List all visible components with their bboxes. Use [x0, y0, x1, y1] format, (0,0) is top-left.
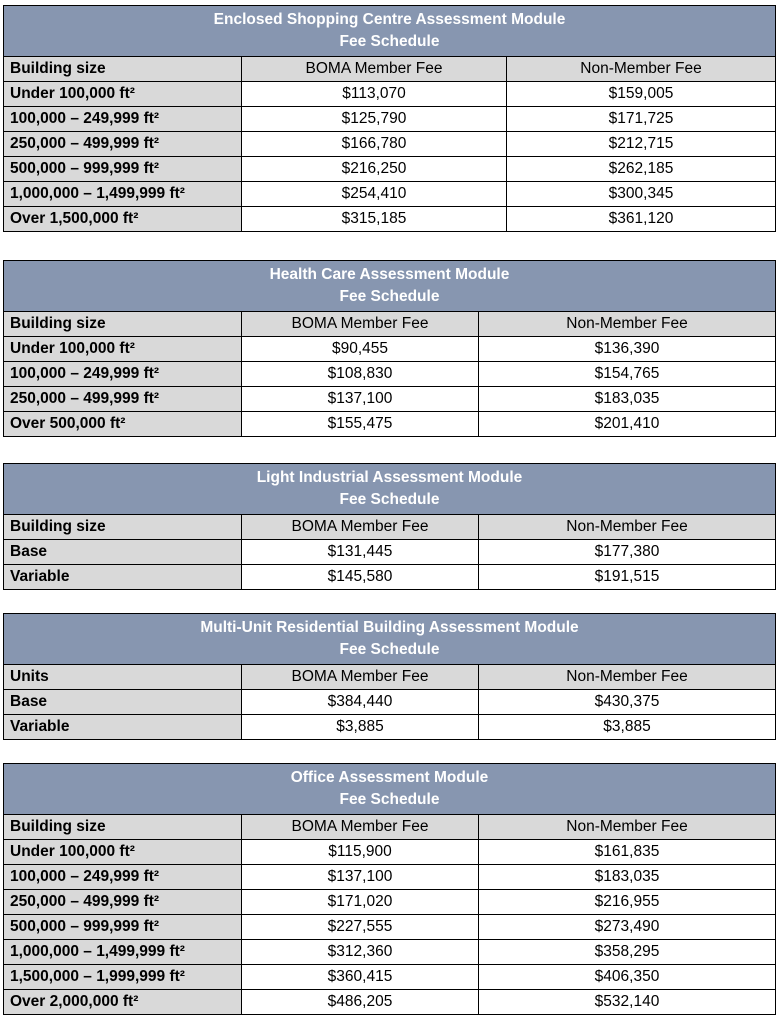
- row-label: 1,500,000 – 1,999,999 ft²: [4, 965, 242, 990]
- member-fee: $216,250: [242, 157, 507, 182]
- non-member-fee: $191,515: [479, 565, 776, 590]
- non-member-fee: $273,490: [479, 915, 776, 940]
- member-fee: $125,790: [242, 107, 507, 132]
- column-header-row: [4, 312, 776, 337]
- non-member-fee: $532,140: [479, 990, 776, 1015]
- non-member-fee: $183,035: [479, 387, 776, 412]
- row-label: Base: [4, 690, 242, 715]
- member-fee: $131,445: [242, 540, 479, 565]
- module-subtitle: Fee Schedule: [339, 288, 440, 305]
- table-title: [4, 6, 776, 57]
- column-header-row: [4, 815, 776, 840]
- column-header-non-member-fee: Non-Member Fee: [479, 815, 776, 840]
- non-member-fee: $136,390: [479, 337, 776, 362]
- row-label: 250,000 – 499,999 ft²: [4, 132, 242, 157]
- row-label: Under 100,000 ft²: [4, 840, 242, 865]
- non-member-fee: $177,380: [479, 540, 776, 565]
- member-fee: $312,360: [242, 940, 479, 965]
- non-member-fee: $406,350: [479, 965, 776, 990]
- row-label: 500,000 – 999,999 ft²: [4, 915, 242, 940]
- table-row: [4, 132, 776, 157]
- non-member-fee: $161,835: [479, 840, 776, 865]
- member-fee: $113,070: [242, 82, 507, 107]
- member-fee: $137,100: [242, 387, 479, 412]
- member-fee: $3,885: [242, 715, 479, 740]
- column-header-member-fee: BOMA Member Fee: [242, 312, 479, 337]
- row-label: Over 2,000,000 ft²: [4, 990, 242, 1015]
- table-row: [4, 840, 776, 865]
- column-header-non-member-fee: Non-Member Fee: [507, 57, 776, 82]
- module-title: Multi-Unit Residential Building Assessment Module: [200, 619, 579, 636]
- member-fee: $166,780: [242, 132, 507, 157]
- member-fee: $384,440: [242, 690, 479, 715]
- column-header-member-fee: BOMA Member Fee: [242, 57, 507, 82]
- table-row: [4, 82, 776, 107]
- table-row: [4, 540, 776, 565]
- module-title: Health Care Assessment Module: [269, 266, 510, 283]
- column-header-row: [4, 57, 776, 82]
- member-fee: $360,415: [242, 965, 479, 990]
- table-row: [4, 915, 776, 940]
- fee-table-health-care: [3, 260, 776, 437]
- row-label: 250,000 – 499,999 ft²: [4, 387, 242, 412]
- module-subtitle: Fee Schedule: [339, 641, 440, 658]
- module-subtitle: Fee Schedule: [339, 33, 440, 50]
- table-row: [4, 890, 776, 915]
- row-label: Under 100,000 ft²: [4, 82, 242, 107]
- non-member-fee: $159,005: [507, 82, 776, 107]
- member-fee: $315,185: [242, 207, 507, 232]
- table-title: [4, 614, 776, 665]
- table-row: [4, 940, 776, 965]
- table-title: [4, 464, 776, 515]
- member-fee: $254,410: [242, 182, 507, 207]
- fee-table-multi-unit-residential: [3, 613, 776, 740]
- non-member-fee: $262,185: [507, 157, 776, 182]
- row-label: 1,000,000 – 1,499,999 ft²: [4, 182, 242, 207]
- row-label: 100,000 – 249,999 ft²: [4, 107, 242, 132]
- table-row: [4, 965, 776, 990]
- table-title: [4, 261, 776, 312]
- column-header-member-fee: BOMA Member Fee: [242, 515, 479, 540]
- table-row: [4, 337, 776, 362]
- non-member-fee: $358,295: [479, 940, 776, 965]
- non-member-fee: $300,345: [507, 182, 776, 207]
- module-title: Office Assessment Module: [290, 769, 489, 786]
- table-row: [4, 182, 776, 207]
- non-member-fee: $212,715: [507, 132, 776, 157]
- column-header-size: Building size: [4, 57, 242, 82]
- column-header-row: [4, 665, 776, 690]
- column-header-row: [4, 515, 776, 540]
- member-fee: $171,020: [242, 890, 479, 915]
- table-row: [4, 865, 776, 890]
- row-label: Over 500,000 ft²: [4, 412, 242, 437]
- table-row: [4, 412, 776, 437]
- row-label: Variable: [4, 565, 242, 590]
- member-fee: $90,455: [242, 337, 479, 362]
- member-fee: $155,475: [242, 412, 479, 437]
- non-member-fee: $201,410: [479, 412, 776, 437]
- table-row: [4, 207, 776, 232]
- fee-table-enclosed-shopping-centre: [3, 5, 776, 232]
- non-member-fee: $216,955: [479, 890, 776, 915]
- column-header-member-fee: BOMA Member Fee: [242, 815, 479, 840]
- column-header-member-fee: BOMA Member Fee: [242, 665, 479, 690]
- row-label: 100,000 – 249,999 ft²: [4, 362, 242, 387]
- non-member-fee: $171,725: [507, 107, 776, 132]
- fee-table-light-industrial: [3, 463, 776, 590]
- column-header-non-member-fee: Non-Member Fee: [479, 312, 776, 337]
- row-label: 100,000 – 249,999 ft²: [4, 865, 242, 890]
- member-fee: $115,900: [242, 840, 479, 865]
- member-fee: $108,830: [242, 362, 479, 387]
- column-header-non-member-fee: Non-Member Fee: [479, 665, 776, 690]
- column-header-units: Units: [4, 665, 242, 690]
- table-title: [4, 764, 776, 815]
- row-label: Base: [4, 540, 242, 565]
- row-label: 500,000 – 999,999 ft²: [4, 157, 242, 182]
- table-row: [4, 362, 776, 387]
- table-row: [4, 715, 776, 740]
- row-label: 1,000,000 – 1,499,999 ft²: [4, 940, 242, 965]
- non-member-fee: $361,120: [507, 207, 776, 232]
- column-header-non-member-fee: Non-Member Fee: [479, 515, 776, 540]
- table-row: [4, 157, 776, 182]
- table-row: [4, 387, 776, 412]
- fee-table-office: [3, 763, 776, 1015]
- member-fee: $137,100: [242, 865, 479, 890]
- member-fee: $486,205: [242, 990, 479, 1015]
- module-title: Enclosed Shopping Centre Assessment Module: [213, 11, 566, 28]
- module-subtitle: Fee Schedule: [339, 791, 440, 808]
- row-label: Over 1,500,000 ft²: [4, 207, 242, 232]
- column-header-size: Building size: [4, 312, 242, 337]
- table-row: [4, 565, 776, 590]
- non-member-fee: $430,375: [479, 690, 776, 715]
- table-row: [4, 107, 776, 132]
- table-row: [4, 690, 776, 715]
- non-member-fee: $154,765: [479, 362, 776, 387]
- non-member-fee: $3,885: [479, 715, 776, 740]
- table-row: [4, 990, 776, 1015]
- non-member-fee: $183,035: [479, 865, 776, 890]
- column-header-size: Building size: [4, 815, 242, 840]
- member-fee: $227,555: [242, 915, 479, 940]
- row-label: Variable: [4, 715, 242, 740]
- row-label: 250,000 – 499,999 ft²: [4, 890, 242, 915]
- row-label: Under 100,000 ft²: [4, 337, 242, 362]
- module-title: Light Industrial Assessment Module: [256, 469, 523, 486]
- member-fee: $145,580: [242, 565, 479, 590]
- column-header-size: Building size: [4, 515, 242, 540]
- module-subtitle: Fee Schedule: [339, 491, 440, 508]
